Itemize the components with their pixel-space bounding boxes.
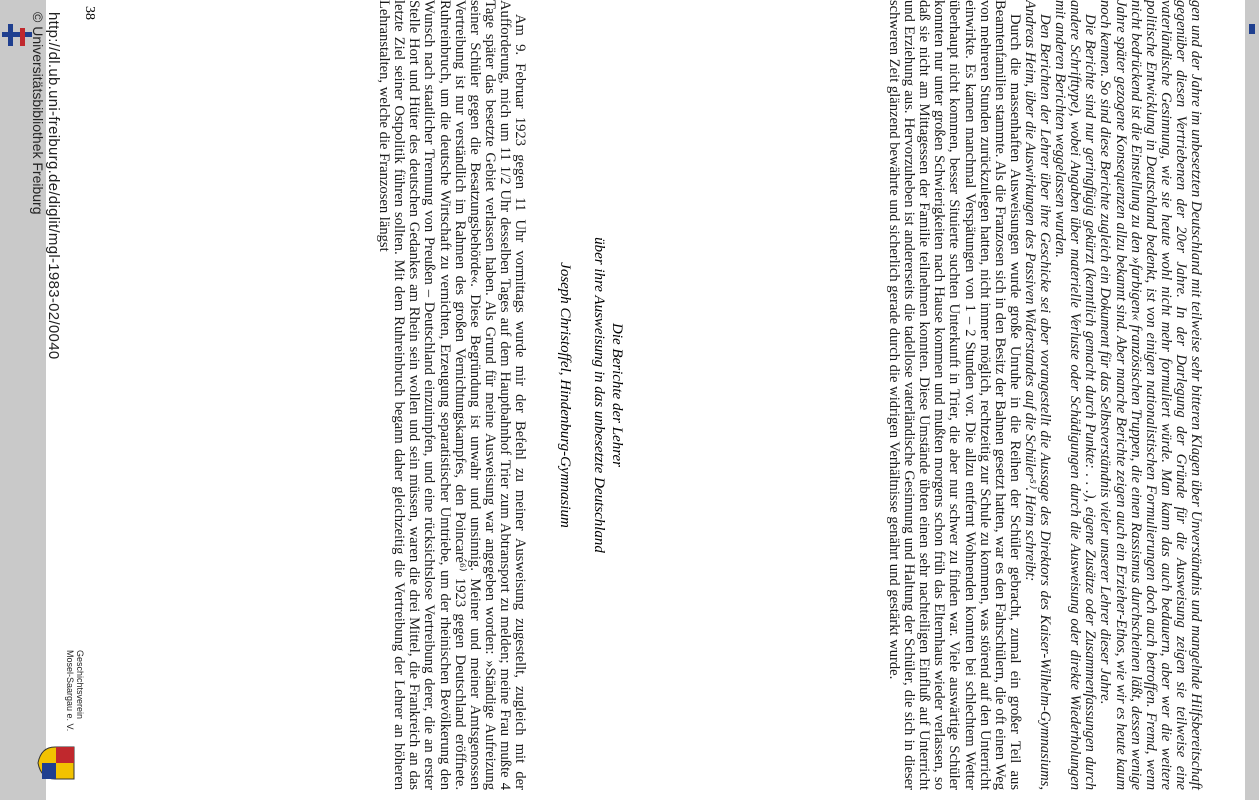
section-heading: Die Berichte der Lehrer: [609, 323, 625, 467]
side-mark-icon: [1245, 22, 1259, 36]
paragraph-christoffel: Am 9. Februar 1923 gegen 11 Uhr vormittags wurde mir der Befehl zu meiner Ausweisung zugestellt, zugleich mit der Aufforderung, mich um 11 1/2 Uhr desselben Tages auf dem Hauptbahnhof Trier zum Abtransport zu melden; meine Frau mußte 4 Tage später das besetzte Gebiet verlassen haben. Als Grund für meine Ausweisung war angegeben worden: »Ständige Aufreizung seiner Schüler gegen die Besatzungsbehörde«. Diese Begründung ist unwahr und unsinnig. Meiner und meiner Amtsgenossen Vertreibung ist nur verständlich im Rahmen des großen Vernichtungskampfes, den Poincaré⁶⁾ 1923 gegen Deutschland eröffnete. Ruhreinbruch, um die deutsche Wirtschaft zu vernichten, Erzeugung separatistischer Umtriebe, um der rheinischen Bevölkerung den Wunsch nach staatlicher Trennung von Preußen – Deutschland einzuimpfen, und eine rücksichtslose Vertreibung derer, die an erster Stelle Hort und Hüter des deutschen Gedankes am Rhein sein wollen und sein müssen, waren die drei Mittel, die Frankreich an das letzte Ziel seiner Ostpolitik führen sollten. Mit dem Ruhreinbruch begann daher gleichzeitig die Vertreibung der Lehrer an höheren Lehranstalten, welche die Franzosen längst: [376, 0, 528, 790]
paragraph-heim-intro: Den Berichten der Lehrer über ihre Geschicke sei aber vorangestellt die Aussage des Direktors des Kaiser-Wilhelm-Gymnasiums, Andreas Heim, über die Auswirkungen des Passiven Widerstandes auf die Schüler⁵⁾. Heim schreibt:: [1021, 0, 1054, 790]
coat-of-arms-icon: [37, 746, 75, 780]
author-line: Joseph Christoffel, Hindenburg-Gymnasium: [557, 262, 573, 528]
lower-text-column: [376, 0, 527, 790]
paragraph-heim-report: Durch die massenhaften Ausweisungen wurde große Unruhe in die Reihen der Schüler gebracht, zumal ein großer Teil aus Beamtenfamilien stammte. Als die Franzosen sich in den Besitz der Bahnen gesetzt hatten, war es den Fahrschülern, die oft einen Weg von mehreren Stunden zurückzulegen hatten, nicht immer möglich, rechtzeitig zur Schule zu kommen, was störend auf den Unterricht einwirkte. Es kamen manchmal Verspätungen von 1 – 2 Stunden vor. Die allzu entfernt Wohnenden konnten bei schlechtem Wetter überhaupt nicht kommen, besser Situierte suchten Unterkunft in Trier, die aber nur schwer zu finden war. Viele auswärtige Schüler konnten nur unter großen Schwierigkeiten nach Hause kommen und mußten morgens schon früh das Elternhaus wieder verlassen, so daß sie nicht am Mittagessen der Familie teilnehmen konnten. Diese Umstände übten einen sehr nachteiligen Einfluß auf Unterricht und Erziehung aus. Hervorzuheben ist andererseits die tadellose vaterländische Gesinnung und Haltung der Schüler, die sich in dieser schweren Zeit glänzend bewährte und sicherlich gerade durch die widrigen Verhältnisse genährt und gestärkt wurde.: [886, 0, 1023, 790]
section-subheading: über ihre Ausweisung in das unbesetzte Deutschland: [591, 237, 607, 553]
footer-url[interactable]: http://dl.ub.uni-freiburg.de/diglit/mgl-1983-02/0040: [45, 12, 62, 360]
publisher-line-2: Mosel-Saargau e. V.: [65, 650, 75, 732]
footer-copyright: © Universitätsbibliothek Freiburg: [30, 12, 46, 215]
document-page: [30, 0, 1245, 800]
page-number: 38: [82, 6, 97, 20]
right-scrollbar[interactable]: [1245, 0, 1259, 800]
paragraph-intro: gen und der Jahre im unbesetzten Deutschland mit teilweise sehr bitteren Klagen über Unverständnis und mangelnde Hilfsbereitschaft gegenüber diesen Vertriebenen der 20er Jahre. In der Darlegung der Gründe für die Ausweisung zeigen sie teilweise eine vaterländische Gesinnung, wie sie heute wohl nicht mehr formuliert würde. Man kann das auch bedauern, aber wer die weitere politische Entwicklung in Deutschland bedenkt, ist von einigen nationalistischen Formulierungen doch auch betroffen. Fremd, wenn nicht bedrückend ist die Einstellung zu den »farbigen« französischen Truppen, die einen Rassismus durchscheinen läßt, dessen wenige Jahre später gezogene Konsequenzen allzu bekannt sind. Aber manche Berichte zeigen auch ein Erzieher-Ethos, wie wir es heute kaum noch kennen. So sind diese Berichte zugleich ein Dokument für das Selbstverständnis vieler unserer Lehrer dieser Jahre.: [1097, 0, 1204, 790]
upper-text-column: [886, 0, 1203, 790]
rotated-page-content: [30, 0, 1245, 800]
publisher-line-1: Geschichtsverein: [75, 650, 85, 720]
paragraph-editorial-note: Die Berichte sind nur geringfügig gekürzt (kenntlich gemacht durch Punkte: . . .), eigene Zusätze oder Zusammenfassungen durch andere Schrifttype), wobei Angaben über materielle Verluste oder Schädigungen durch die Ausweisung oder direkte Wiederholungen mit anderen Berichten weggelassen wurden.: [1052, 0, 1099, 790]
